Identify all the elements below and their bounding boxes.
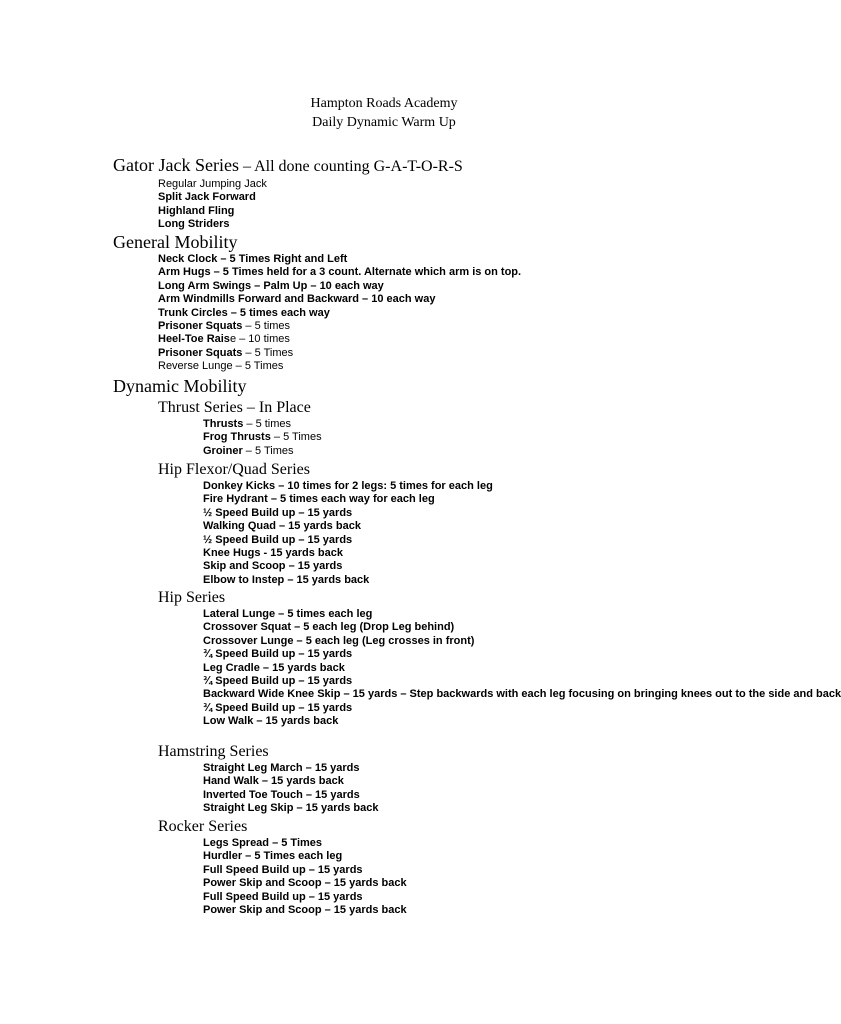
list-item — [203, 493, 768, 506]
list-item — [203, 662, 768, 675]
hip-item-list — [0, 608, 841, 729]
gator-heading-tail: – All done counting G-A-T-O-R-S — [238, 158, 463, 175]
list-item — [158, 205, 768, 218]
item-bold-text: ¾ Speed Build up – 15 yards — [203, 648, 353, 661]
list-item — [203, 560, 768, 573]
item-normal-text: – 5 Times — [242, 444, 294, 457]
item-bold-text: Elbow to Instep – 15 yards back — [203, 573, 370, 586]
item-normal-text: – 5 Times — [242, 346, 294, 359]
list-item — [203, 534, 768, 547]
item-bold-text: Skip and Scoop – 15 yards — [203, 560, 343, 573]
hip-series-section — [0, 588, 841, 729]
list-item — [203, 608, 768, 621]
list-item — [158, 347, 768, 360]
list-item — [203, 877, 768, 890]
list-item — [158, 266, 768, 279]
list-item — [158, 360, 768, 373]
list-item — [158, 253, 768, 266]
item-bold-text: Legs Spread – 5 Times — [203, 837, 323, 849]
item-bold-text: Highland Fling — [158, 204, 235, 217]
item-normal-text: – 5 times — [243, 418, 292, 430]
thrust-series-section — [0, 398, 768, 458]
list-item — [158, 333, 768, 346]
list-item — [203, 775, 768, 788]
list-item — [203, 864, 768, 877]
list-item — [158, 178, 768, 191]
dynamic-heading: Dynamic Mobility — [113, 376, 247, 396]
gator-jack-section — [0, 154, 768, 232]
list-item — [203, 802, 768, 815]
document-header — [0, 94, 768, 132]
item-bold-text: Knee Hugs - 15 yards back — [203, 547, 344, 560]
item-bold-text: Neck Clock – 5 Times Right and Left — [158, 253, 348, 265]
list-item — [203, 480, 768, 493]
item-normal-text: Reverse Lunge – 5 Times — [158, 360, 284, 373]
item-bold-text: ½ Speed Build up – 15 yards — [203, 533, 353, 546]
list-item — [203, 635, 768, 648]
item-bold-text: Fire Hydrant – 5 times each way for each leg — [203, 493, 435, 506]
list-item — [203, 715, 768, 728]
item-bold-text: Split Jack Forward — [158, 191, 256, 204]
item-bold-text: Long Striders — [158, 218, 230, 231]
list-item — [203, 891, 768, 904]
item-normal-text: e – 10 times — [229, 333, 290, 346]
item-bold-text: Full Speed Build up – 15 yards — [203, 863, 363, 876]
item-bold-text: ¾ Speed Build up – 15 yards — [203, 675, 353, 688]
list-item — [203, 431, 768, 444]
item-bold-text: Arm Hugs – 5 Times held for a 3 count. Alternate which arm is on top. — [158, 266, 522, 279]
school-name: Hampton Roads Academy — [310, 96, 458, 111]
item-bold-text: Arm Windmills Forward and Backward – 10 each way — [158, 293, 436, 306]
item-bold-text: Donkey Kicks – 10 times for 2 legs: 5 times for each leg — [203, 480, 493, 492]
gator-heading: Gator Jack Series — [113, 155, 239, 175]
item-bold-text: Trunk Circles – 5 times each way — [158, 306, 330, 319]
item-normal-text: – 5 times — [242, 320, 291, 333]
item-bold-text: Inverted Toe Touch – 15 yards — [203, 788, 360, 801]
rocker-item-list — [0, 837, 768, 917]
list-item — [158, 307, 768, 320]
document-title: Daily Dynamic Warm Up — [312, 115, 456, 130]
hipflexor-item-list — [0, 480, 768, 587]
list-item — [203, 418, 768, 431]
item-bold-text: Hurdler – 5 Times each leg — [203, 850, 343, 863]
dynamic-mobility-section — [0, 375, 768, 397]
item-bold-text: Heel-Toe Rais — [158, 333, 230, 346]
list-item — [203, 547, 768, 560]
list-item — [203, 837, 768, 850]
item-normal-text: Regular Jumping Jack — [158, 178, 267, 190]
item-bold-text: Crossover Lunge – 5 each leg (Leg crosses in front) — [203, 634, 475, 647]
list-item — [158, 320, 768, 333]
rocker-heading: Rocker Series — [158, 818, 248, 835]
item-bold-text: Prisoner Squats — [158, 346, 243, 359]
list-item — [203, 574, 768, 587]
item-bold-text: Backward Wide Knee Skip – 15 yards – Step backwards with each leg focusing on bringing knees out to the side and back — [203, 688, 841, 701]
hip-heading: Hip Series — [158, 589, 226, 606]
section-heading — [113, 154, 768, 178]
item-bold-text: Thrusts — [203, 418, 244, 430]
hamstring-item-list — [0, 762, 768, 816]
gator-item-list — [0, 178, 768, 232]
item-bold-text: Long Arm Swings – Palm Up – 10 each way — [158, 279, 384, 292]
list-item — [203, 675, 768, 688]
item-bold-text: Leg Cradle – 15 yards back — [203, 661, 345, 674]
general-mobility-section — [0, 231, 768, 374]
item-bold-text: ½ Speed Build up – 15 yards — [203, 506, 353, 519]
item-normal-text: – 5 Times — [270, 431, 322, 444]
thrust-heading: Thrust Series – In Place — [158, 399, 311, 416]
list-item — [203, 904, 768, 917]
list-item — [203, 688, 841, 701]
item-bold-text: Groiner — [203, 444, 243, 457]
item-bold-text: ¾ Speed Build up – 15 yards — [203, 701, 353, 714]
list-item — [203, 702, 768, 715]
item-bold-text: Lateral Lunge – 5 times each leg — [203, 608, 373, 620]
list-item — [203, 445, 768, 458]
list-item — [158, 191, 768, 204]
general-heading: General Mobility — [113, 232, 238, 252]
rocker-series-section — [0, 817, 768, 917]
item-bold-text: Prisoner Squats — [158, 320, 243, 333]
thrust-item-list — [0, 418, 768, 458]
list-item — [158, 218, 768, 231]
list-item — [158, 280, 768, 293]
list-item — [203, 789, 768, 802]
hamstring-series-section — [0, 742, 768, 816]
item-bold-text: Straight Leg March – 15 yards — [203, 762, 360, 774]
item-bold-text: Walking Quad – 15 yards back — [203, 520, 361, 533]
hip-flexor-section — [0, 460, 768, 587]
hipflexor-heading: Hip Flexor/Quad Series — [158, 461, 310, 478]
list-item — [203, 762, 768, 775]
list-item — [203, 850, 768, 863]
list-item — [158, 293, 768, 306]
list-item — [203, 621, 768, 634]
list-item — [203, 507, 768, 520]
list-item — [203, 520, 768, 533]
item-bold-text: Full Speed Build up – 15 yards — [203, 890, 363, 903]
item-bold-text: Low Walk – 15 yards back — [203, 715, 339, 728]
hamstring-heading: Hamstring Series — [158, 743, 269, 760]
item-bold-text: Crossover Squat – 5 each leg (Drop Leg behind) — [203, 621, 455, 634]
item-bold-text: Power Skip and Scoop – 15 yards back — [203, 904, 407, 917]
general-item-list — [0, 253, 768, 374]
item-bold-text: Hand Walk – 15 yards back — [203, 775, 344, 788]
list-item — [203, 648, 768, 661]
item-bold-text: Frog Thrusts — [203, 431, 271, 444]
item-bold-text: Power Skip and Scoop – 15 yards back — [203, 877, 407, 890]
item-bold-text: Straight Leg Skip – 15 yards back — [203, 802, 379, 815]
